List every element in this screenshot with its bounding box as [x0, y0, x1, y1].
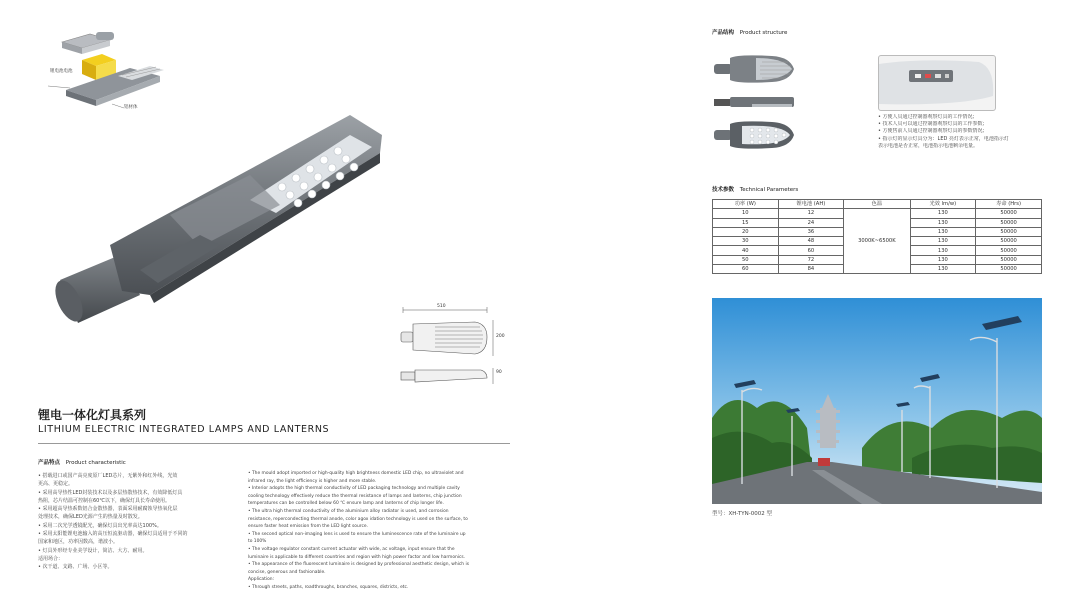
cell-battery: 48 [778, 237, 844, 246]
feature-cn-line: • 采用高导热性LED封装技术以及多层热散热技术，有效降低灯具 [38, 489, 183, 496]
feature-cn-line: • 采用超高导热系数铝合金散热器，表面采用耐腐蚀导热氧化层 [38, 506, 178, 513]
cell-efficacy: 130 [910, 265, 976, 274]
feature-en-line: • The second optical non-imaging lens is used to ensure the luminescence rate of the luminaire up [248, 531, 466, 537]
cell-lifespan: 50000 [976, 265, 1042, 274]
series-title-cn: 锂电一体化灯具系列 [38, 408, 147, 422]
dimension-width: 510 [437, 304, 446, 309]
battery-label: 锂电池电池 [50, 69, 73, 74]
col-header-efficacy: 光效 lm/w) [910, 200, 976, 209]
cell-lifespan: 50000 [976, 237, 1042, 246]
structure-note: • 技术人员可以通过控制器观察灯具的工作参数; [878, 121, 985, 128]
technical-parameters-table [712, 199, 1042, 274]
structure-note: • 方便售前人员通过控制器观察灯具的参数情况; [878, 128, 985, 135]
structure-note: • 方便人员通过控制器观察灯具的工作情况; [878, 114, 975, 120]
controller-closeup [878, 55, 996, 111]
structure-note: 表示电池是否正常，电池指示电池剩余电量。 [878, 142, 979, 149]
dimension-depth: 90 [496, 370, 502, 375]
cell-lifespan: 50000 [976, 227, 1042, 236]
feature-en-line: concise, generous and fashionable. [248, 569, 326, 575]
feature-cn-line: 处理技术，确保LED光源产生的热量及时散发。 [38, 514, 143, 521]
cell-battery: 24 [778, 218, 844, 227]
cell-power: 20 [713, 227, 779, 236]
col-header-power: 功率 (W) [713, 200, 779, 209]
structure-view-side [712, 94, 802, 110]
col-header-color-temp: 色温 [844, 200, 910, 209]
table-header-row [713, 200, 1042, 209]
feature-en-line: • Interior adopts the high thermal conductivity of LED packaging technology and multiple cavity [248, 486, 460, 492]
cell-battery: 60 [778, 246, 844, 255]
housing-label: 铝材体 [124, 105, 138, 110]
cell-power: 15 [713, 218, 779, 227]
cell-power: 50 [713, 255, 779, 264]
structure-heading-cn: 产品结构 [712, 30, 735, 36]
feature-en-line: luminaire is applicable to different countries and region with high power factor and low harmonics. [248, 554, 466, 560]
cell-efficacy: 130 [910, 237, 976, 246]
feature-en-line: Application: [248, 577, 275, 583]
feature-en-line: • The voltage regulator constant current actuator with wide, ac voltage, input ensure that the [248, 546, 455, 552]
feature-cn-line: • 采用二次光学透镜配光，确保灯具出光率高达100%。 [38, 522, 162, 529]
street-lamp-photo [50, 95, 390, 335]
model-caption: 型号：XH-TYN-0002 型 [712, 511, 772, 517]
cell-lifespan: 50000 [976, 246, 1042, 255]
cell-lifespan: 50000 [976, 255, 1042, 264]
dimension-drawing-side [395, 364, 505, 386]
feature-cn-line: • 灯具外形经专业美学设计，简洁、大方、耐用。 [38, 547, 148, 554]
structure-note: • 指示灯的显示灯具分为：LED 亮灯表示正常，电池指示灯 [878, 135, 1009, 142]
feature-en-line: temperatures can be controlled below 60 ℃ ensure lamp and lanterns of chip longer life. [248, 501, 444, 507]
installation-photo [712, 298, 1042, 504]
cell-battery: 12 [778, 209, 844, 218]
cell-battery: 36 [778, 227, 844, 236]
cell-efficacy: 130 [910, 227, 976, 236]
structure-view-bottom [712, 118, 802, 152]
feature-cn-line: 热阻，芯片结温可控制在60℃以下，确保灯具长寿命使用。 [38, 497, 170, 504]
cell-lifespan: 50000 [976, 209, 1042, 218]
cell-efficacy: 130 [910, 255, 976, 264]
dimension-height: 200 [496, 334, 505, 339]
cell-lifespan: 50000 [976, 218, 1042, 227]
indicator-panel-illustration [879, 56, 995, 110]
feature-en-line: • The appearance of the fluorescent luminaire is designed by professional aesthetic design, which is [248, 562, 469, 568]
features-heading [38, 458, 126, 466]
structure-notes [878, 114, 1048, 150]
col-header-battery: 锂电池 (AH) [778, 200, 844, 209]
cell-power: 60 [713, 265, 779, 274]
cell-color-temp: 3000K~6500K [844, 209, 910, 274]
feature-en-line: • The mould adopt imported or high-quality high brightness domestic LED chip, no ultraviolet and [248, 471, 464, 476]
features-heading-cn: 产品特点 [38, 460, 61, 466]
structure-heading-en: Product structure [739, 30, 788, 36]
structure-heading [712, 28, 787, 36]
cell-power: 40 [713, 246, 779, 255]
cell-battery: 84 [778, 265, 844, 274]
series-title-en: LITHIUM ELECTRIC INTEGRATED LAMPS AND LANTERNS [38, 424, 330, 435]
features-list-en [248, 470, 513, 592]
cell-battery: 72 [778, 255, 844, 264]
features-heading-en: Product characteristic [65, 460, 126, 466]
features-list-cn [38, 472, 238, 572]
feature-en-line: infrared ray, the light efficiency is higher and more stable. [248, 478, 377, 484]
cell-efficacy: 130 [910, 209, 976, 218]
right-page [540, 0, 1080, 598]
feature-en-line: • The ultra high thermal conductivity of the aluminium alloy radiator is used, and corrosion [248, 508, 449, 514]
feature-cn-line: • 次干道、支路、广场、小区等。 [38, 564, 113, 571]
feature-cn-line: 国家和地区，功率因数高，谐波小。 [38, 539, 119, 546]
feature-cn-line: • 采用太阳能锂电池输入的高压恒流驱动器，确保灯具适用于不同的 [38, 531, 188, 538]
feature-cn-line: 更高、更稳定。 [38, 481, 74, 488]
cell-power: 10 [713, 209, 779, 218]
params-heading-en: Technical Parameters [739, 187, 799, 193]
structure-view-top [712, 52, 802, 86]
params-heading-cn: 技术参数 [712, 187, 735, 193]
table-row [713, 209, 1042, 218]
cell-efficacy: 130 [910, 218, 976, 227]
feature-cn-line: 适用场合： [38, 555, 64, 562]
cell-efficacy: 130 [910, 246, 976, 255]
col-header-lifespan: 寿命 (Hrs) [976, 200, 1042, 209]
feature-cn-line: • 搭载进口或国产高亮度原厂LED芯片，无紫外和红外线，光效 [38, 473, 178, 479]
feature-en-line: to 100% [248, 539, 267, 545]
title-divider [38, 443, 510, 444]
feature-en-line: • Through streets, paths, roadthroughs, branches, squares, districts, etc. [248, 584, 409, 590]
feature-en-line: resistance, repercondecting thermal anode, color agox idation technology is used on the surface, to [248, 516, 468, 522]
feature-en-line: ensure faster heat emission from the LED light source. [248, 524, 368, 530]
feature-en-line: cooling technology effectively reduce the thermal resistance of lamps and lanterns, chip junction [248, 493, 462, 499]
cell-power: 30 [713, 237, 779, 246]
params-heading [712, 185, 798, 193]
dimension-drawing-top [395, 302, 505, 364]
